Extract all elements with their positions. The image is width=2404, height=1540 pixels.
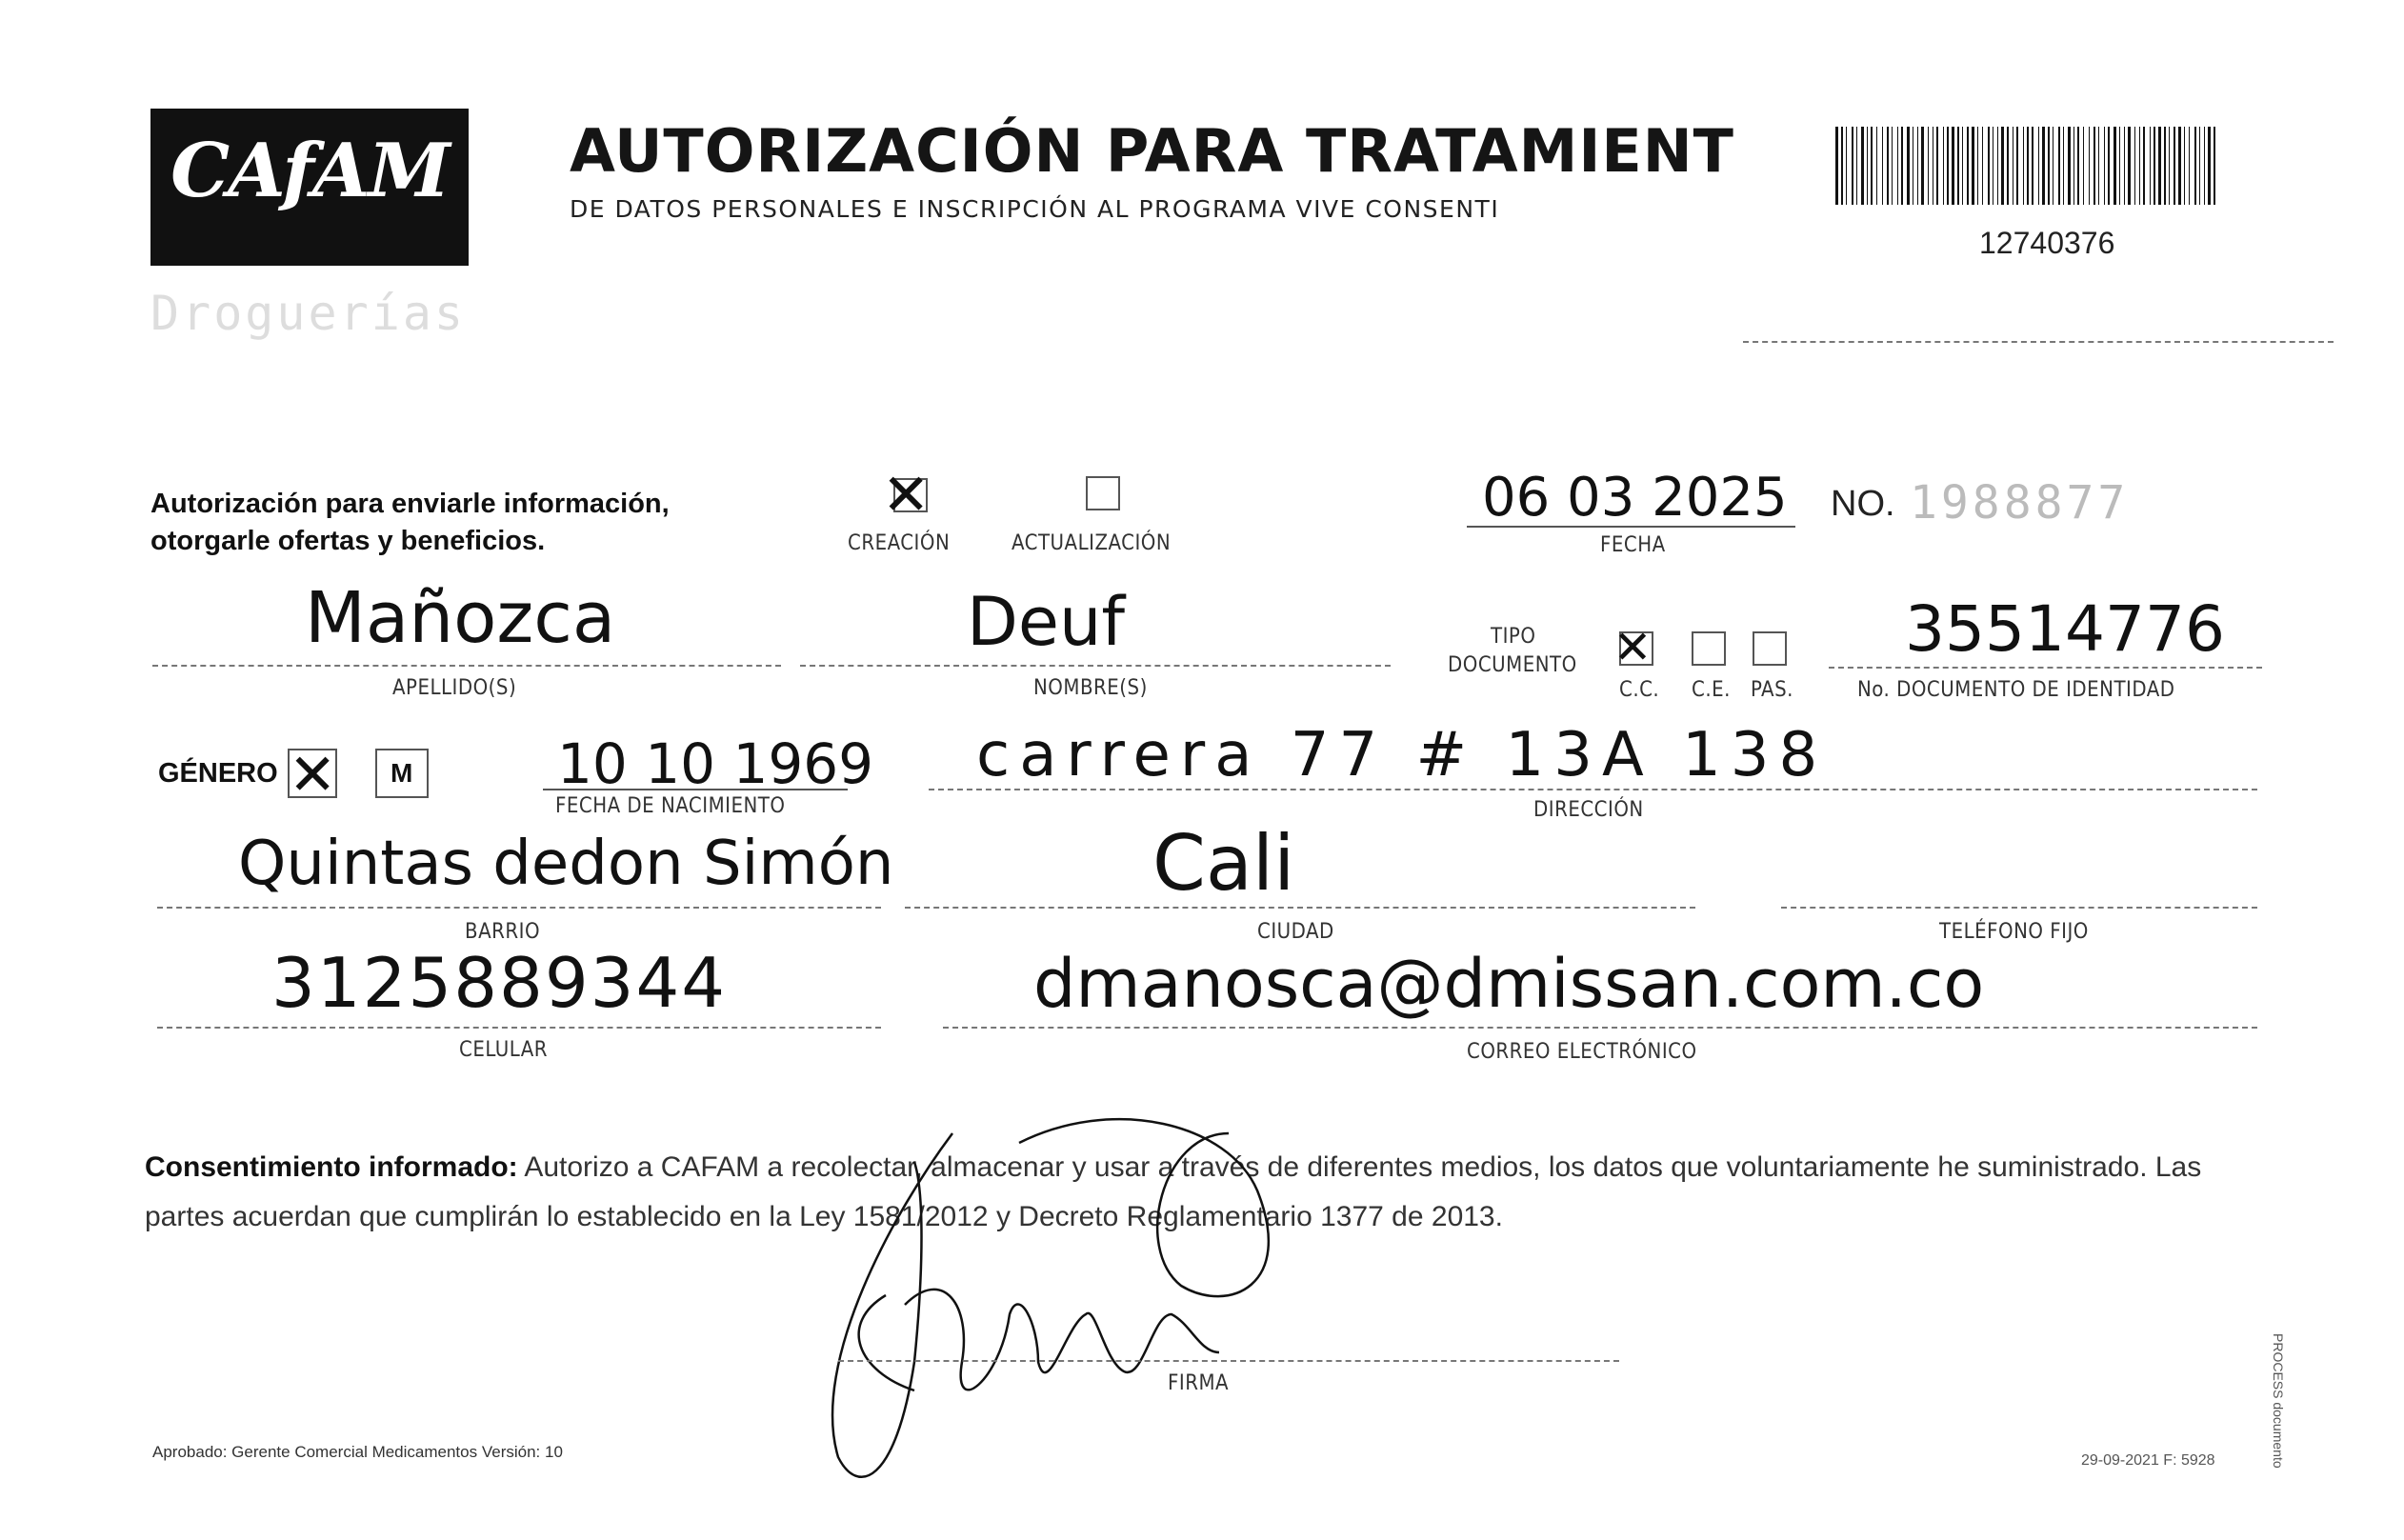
tipo-label: TIPO xyxy=(1491,625,1536,649)
ce-label: C.E. xyxy=(1692,678,1731,702)
firma-line xyxy=(838,1360,1619,1362)
direccion-line xyxy=(929,789,2257,790)
telefono-line xyxy=(1781,907,2257,909)
ciudad-value: Cali xyxy=(1152,819,1295,908)
genero-m-label: M xyxy=(391,758,413,788)
footer-approval: Aprobado: Gerente Comercial Medicamentos Versión: 10 xyxy=(152,1443,563,1461)
celular-value: 3125889344 xyxy=(271,943,728,1023)
droguerias-wordmark: Droguerías xyxy=(150,286,467,341)
creacion-label: CREACIÓN xyxy=(848,531,951,555)
cc-label: C.C. xyxy=(1619,678,1660,702)
nombre-line xyxy=(800,665,1391,667)
documento-line xyxy=(1829,667,2262,669)
apellido-line xyxy=(152,665,781,667)
nombre-value: Deuf xyxy=(967,583,1125,661)
documento-value: 35514776 xyxy=(1905,592,2225,666)
telefono-label: TELÉFONO FIJO xyxy=(1939,920,2089,944)
genero-label: GÉNERO xyxy=(158,758,278,789)
nombre-label: NOMBRE(S) xyxy=(1033,676,1148,700)
fecha-line xyxy=(1467,526,1795,528)
signature xyxy=(781,1076,1448,1495)
title-block xyxy=(570,114,1751,238)
fecha-label: FECHA xyxy=(1600,533,1666,557)
barcode-number: 12740376 xyxy=(1979,226,2115,260)
no-value: 1988877 xyxy=(1910,476,2130,530)
barcode xyxy=(1835,127,2224,205)
actualizacion-checkbox[interactable] xyxy=(1086,476,1120,510)
celular-line xyxy=(157,1027,881,1029)
consent-heading: Consentimiento informado: xyxy=(145,1151,518,1183)
apellido-label: APELLIDO(S) xyxy=(392,676,517,700)
page-title: AUTORIZACIÓN PARA TRATAMIENT xyxy=(570,116,1734,186)
ce-checkbox[interactable] xyxy=(1692,631,1726,666)
pas-checkbox[interactable] xyxy=(1753,631,1787,666)
cafam-logo-text: CAfAM xyxy=(170,128,449,214)
fecha-value: 06 03 2025 xyxy=(1482,467,1788,529)
correo-label: CORREO ELECTRÓNICO xyxy=(1467,1040,1697,1064)
celular-label: CELULAR xyxy=(459,1038,549,1062)
documento-tipo-label: DOCUMENTO xyxy=(1448,653,1577,677)
consent-text: Autorizo a CAFAM a recolectar, almacenar y usar a través de diferentes medios, los datos que voluntariamente he suministrado. Las partes acuerdan que cumplirán lo establecido en la Ley 1581/2012 y Decreto Reglamentario 1377 de 2013. xyxy=(145,1151,2202,1232)
direccion-value: carrera 77 # 13A 138 xyxy=(976,720,1828,790)
barrio-label: BARRIO xyxy=(465,920,541,944)
cc-check-mark: ✕ xyxy=(1613,621,1653,674)
no-label: NO. xyxy=(1831,484,1895,524)
genero-f-check-mark: ✕ xyxy=(289,742,337,809)
ciudad-line xyxy=(905,907,1695,909)
nacimiento-line xyxy=(543,789,848,790)
ciudad-label: CIUDAD xyxy=(1257,920,1334,944)
barrio-value: Quintas dedon Simón xyxy=(238,829,894,899)
authorization-heading-2: otorgarle ofertas y beneficios. xyxy=(150,526,546,556)
nacimiento-label: FECHA DE NACIMIENTO xyxy=(555,794,786,818)
nacimiento-value: 10 10 1969 xyxy=(557,731,874,796)
pas-label: PAS. xyxy=(1751,678,1793,702)
actualizacion-label: ACTUALIZACIÓN xyxy=(1012,531,1172,555)
barrio-line xyxy=(157,907,881,909)
correo-value: dmanosca@dmissan.com.co xyxy=(1033,945,1985,1023)
documento-label: No. DOCUMENTO DE IDENTIDAD xyxy=(1857,678,2175,702)
footer-code: 29-09-2021 F: 5928 xyxy=(2081,1452,2215,1469)
correo-line xyxy=(943,1027,2257,1029)
direccion-label: DIRECCIÓN xyxy=(1533,798,1644,822)
page-subtitle: DE DATOS PERSONALES E INSCRIPCIÓN AL PROGRAMA VIVE CONSENTI xyxy=(570,195,1500,223)
header-rule xyxy=(1743,341,2334,343)
side-vertical-text: PROCESS documento xyxy=(2271,1333,2286,1469)
creacion-check-mark: ✕ xyxy=(882,462,931,529)
apellido-value: Mañozca xyxy=(305,577,616,659)
firma-label: FIRMA xyxy=(1168,1371,1230,1395)
authorization-heading-1: Autorización para enviarle información, xyxy=(150,489,670,519)
